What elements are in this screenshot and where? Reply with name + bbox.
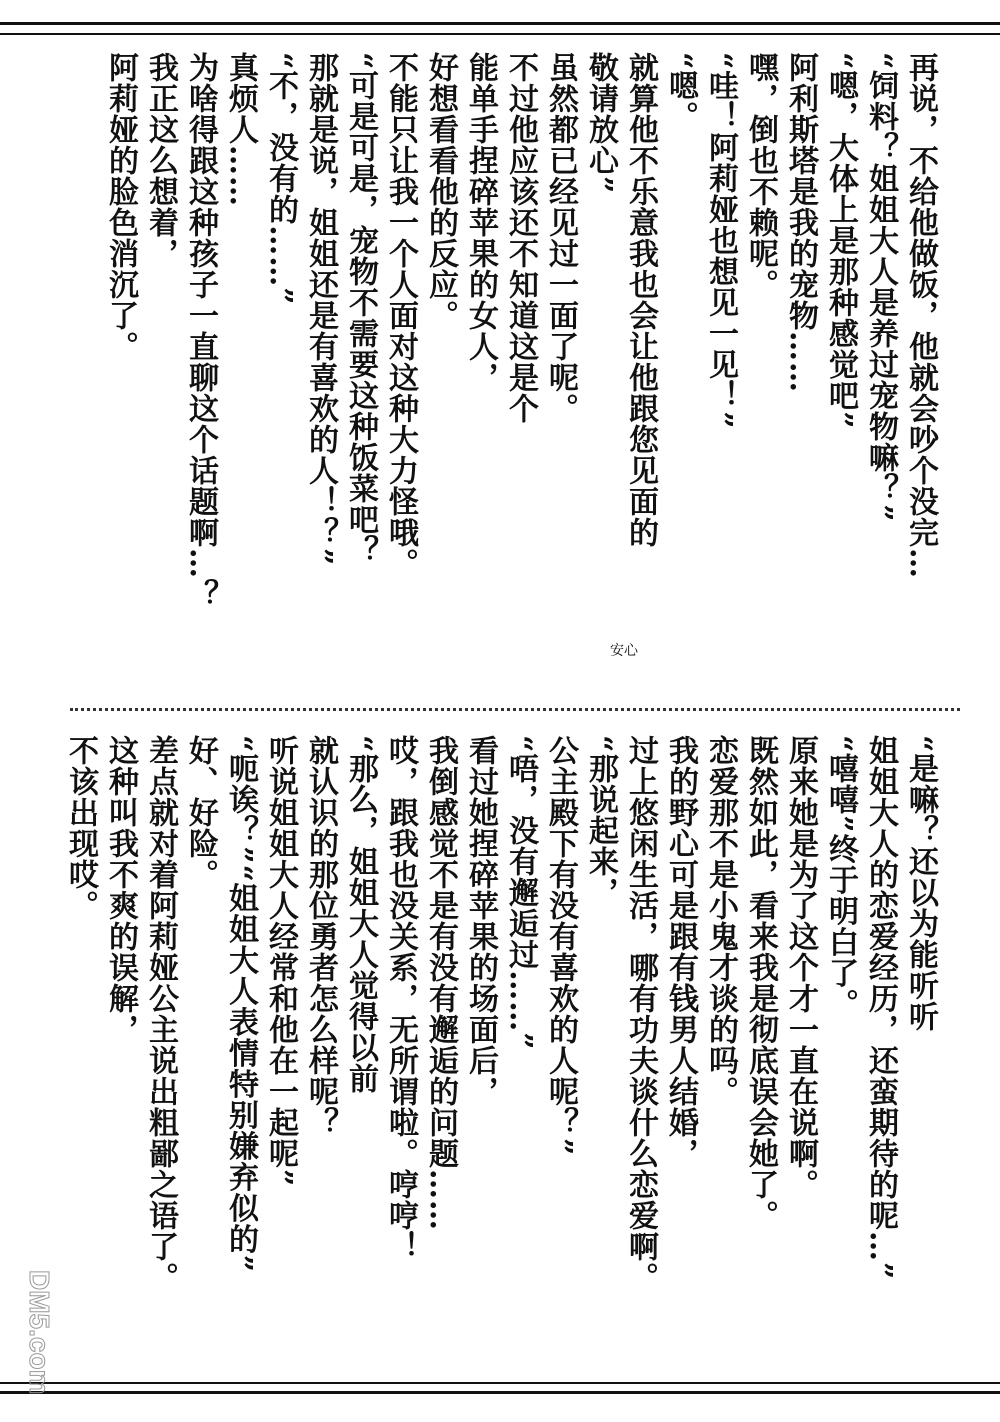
text-column: “可是可是，宠物不需要这种饭菜吧？ (343, 52, 378, 567)
text-column: 再说，不给他做饭，他就会吵个没完… (903, 52, 938, 579)
text-column: 哎，跟我也没关系，无所谓啦。哼哼！ (383, 735, 418, 1262)
margin-note: 安心 (610, 643, 638, 659)
text-column: 虽然都已经见过一面了呢。 (543, 52, 578, 424)
text-column: 姐姐大人的恋爱经历，还蛮期待的呢…” (863, 735, 898, 1281)
text-column: “嗯，大体上是那种感觉吧” (823, 52, 858, 430)
text-column: “嗯。 (663, 52, 698, 133)
bottom-text-block (40, 735, 940, 1355)
text-column: 好想看看他的反应。 (423, 52, 458, 331)
text-column: 不能只让我一个人面对这种大力怪哦。 (383, 52, 418, 579)
section-divider (70, 708, 960, 711)
dm5-watermark-logo (10, 1260, 55, 1410)
watermark-text: DM5.com (24, 1270, 55, 1395)
text-column: 能单手捏碎苹果的女人， (463, 52, 498, 393)
text-column: 阿莉娅的脸色消沉了。 (103, 52, 138, 362)
text-column: 不过他应该还不知道这是个 (503, 52, 538, 424)
text-column: 原来她是为了这个才一直在说啊。 (783, 735, 818, 1200)
text-column: 真烦人…… (223, 52, 258, 207)
text-column: “不，没有的……” (263, 52, 298, 306)
text-column: 就认识的那位勇者怎么样呢？ (303, 735, 338, 1138)
text-column: “是嘛？还以为能听听 (903, 735, 938, 1033)
text-column: 看过她捏碎苹果的场面后， (463, 735, 498, 1107)
text-column: 过上悠闲生活，哪有功夫谈什么恋爱啊。 (623, 735, 658, 1293)
text-column: “嘻嘻”终于明白了。 (823, 735, 858, 1020)
top-border-thin (0, 33, 1000, 35)
text-column: 差点就对着阿莉娅公主说出粗鄙之语了。 (143, 735, 178, 1293)
top-text-block (40, 52, 940, 692)
text-column: “饲料？姐姐大人是养过宠物嘛？” (863, 52, 898, 523)
text-column: 听说姐姐大人经常和他在一起呢” (263, 735, 298, 1188)
text-column: “那说起来， (583, 735, 618, 909)
bottom-border-thick (0, 1391, 1000, 1394)
bottom-border-thin (0, 1382, 1000, 1384)
text-column: 我倒感觉不是有没有邂逅的问题…… (423, 735, 458, 1231)
text-column: 就算他不乐意我也会让他跟您见面的 (623, 52, 658, 548)
text-column: 为啥得跟这种孩子一直聊这个话题啊…？ (183, 52, 218, 610)
text-column: 这种叫我不爽的误解， (103, 735, 138, 1045)
text-column: “呃诶？”“姐姐大人表情特别嫌弃似的” (223, 735, 258, 1274)
text-column: 不该出现哎。 (63, 735, 98, 921)
text-column: 既然如此，看来我是彻底误会她了。 (743, 735, 778, 1231)
text-column: 阿利斯塔是我的宠物…… (783, 52, 818, 393)
text-column: 我正这么想着， (143, 52, 178, 269)
text-column: 我的野心可是跟有钱男人结婚， (663, 735, 698, 1169)
text-column: “唔，没有邂逅过……” (503, 735, 538, 1051)
text-column: 恋爱那不是小鬼才谈的吗。 (703, 735, 738, 1107)
text-column: “那么，姐姐大人觉得以前 (343, 735, 378, 1095)
text-column: 那就是说，姐姐还是有喜欢的人！？” (303, 52, 338, 567)
top-border-thick (0, 22, 1000, 25)
text-column: 敬请放心” (583, 52, 618, 195)
text-column: 好、好险。 (183, 735, 218, 890)
text-column: 公主殿下有没有喜欢的人呢？” (543, 735, 578, 1157)
text-column: 嘿，倒也不赖呢。 (743, 52, 778, 300)
text-column: “哇！阿莉娅也想见一见！” (703, 52, 738, 430)
